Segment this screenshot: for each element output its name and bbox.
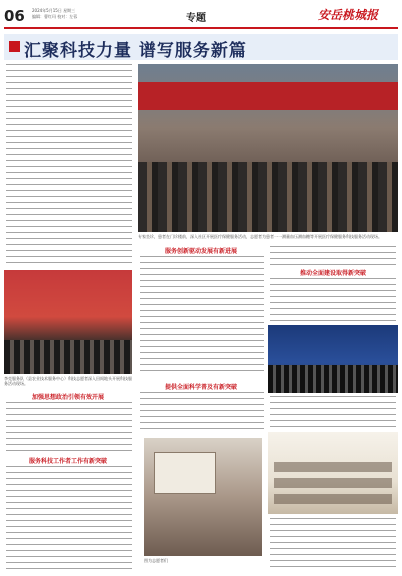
photo-conference [268,325,398,393]
date-line [32,8,122,20]
article-text-right-bottom [270,518,396,570]
photo2-audience [4,340,132,374]
photo5-sign [154,452,216,494]
article-text-right-top [270,246,396,266]
article-text-left-top [6,64,132,264]
article-text-center-mid [140,392,264,434]
photo4-row-1 [274,462,392,472]
header-rule [4,27,398,29]
subhead-center-2: 提供全面科学普及有新突破 [164,384,237,391]
photo-volunteers [144,438,262,556]
subhead-right-1: 推动全面建设取得新突破 [299,270,366,277]
photo-science-event [4,270,132,374]
article-text-left-mid [6,402,132,452]
subhead-left-1: 加强思想政治引领有效开展 [31,394,104,401]
article-text-center-top [140,256,264,376]
photo1-crowd [138,162,398,232]
subhead-center-1: 服务创新驱动发展有新进展 [164,248,237,255]
photo3-audience [268,365,398,393]
article-text-left-bottom [6,466,132,570]
photo4-row-2 [274,478,392,488]
editor-line-text: 编辑：曹红玛 校对：左蓉 [32,14,78,19]
photo1-caption: 专家坐诊，患者在门诊楼前，深入社区开展医疗保健服务活动，志愿者为患者一一测量血压测血糖等开展医疗保健服务科技服务活动现场。 [138,234,382,239]
headline-square-icon [9,41,20,52]
photo-medical-service [138,64,398,232]
masthead-logo: 安岳桃城报 [318,8,379,22]
photo2-caption: 李克服务队（县农业技术服务中心）科技志愿者深入田间地头开展科技服务活动现场。 [4,376,132,386]
subhead-left-2: 服务科技工作者工作有新突破 [28,458,107,465]
page-header [0,0,402,34]
page-number: 06 [4,7,25,25]
photo-training [268,432,398,514]
date-line-text: 2024年5月15日 星期三 [32,8,76,13]
photo4-row-3 [274,494,392,504]
article-text-right-lower [270,396,396,428]
article-text-right-mid [270,278,396,322]
photo5-caption: 图为志愿者们 [144,558,168,563]
photo1-banner [138,82,398,110]
section-title: 专题 [186,13,206,24]
page-headline: 汇聚科技力量 谱写服务新篇 [24,41,247,61]
